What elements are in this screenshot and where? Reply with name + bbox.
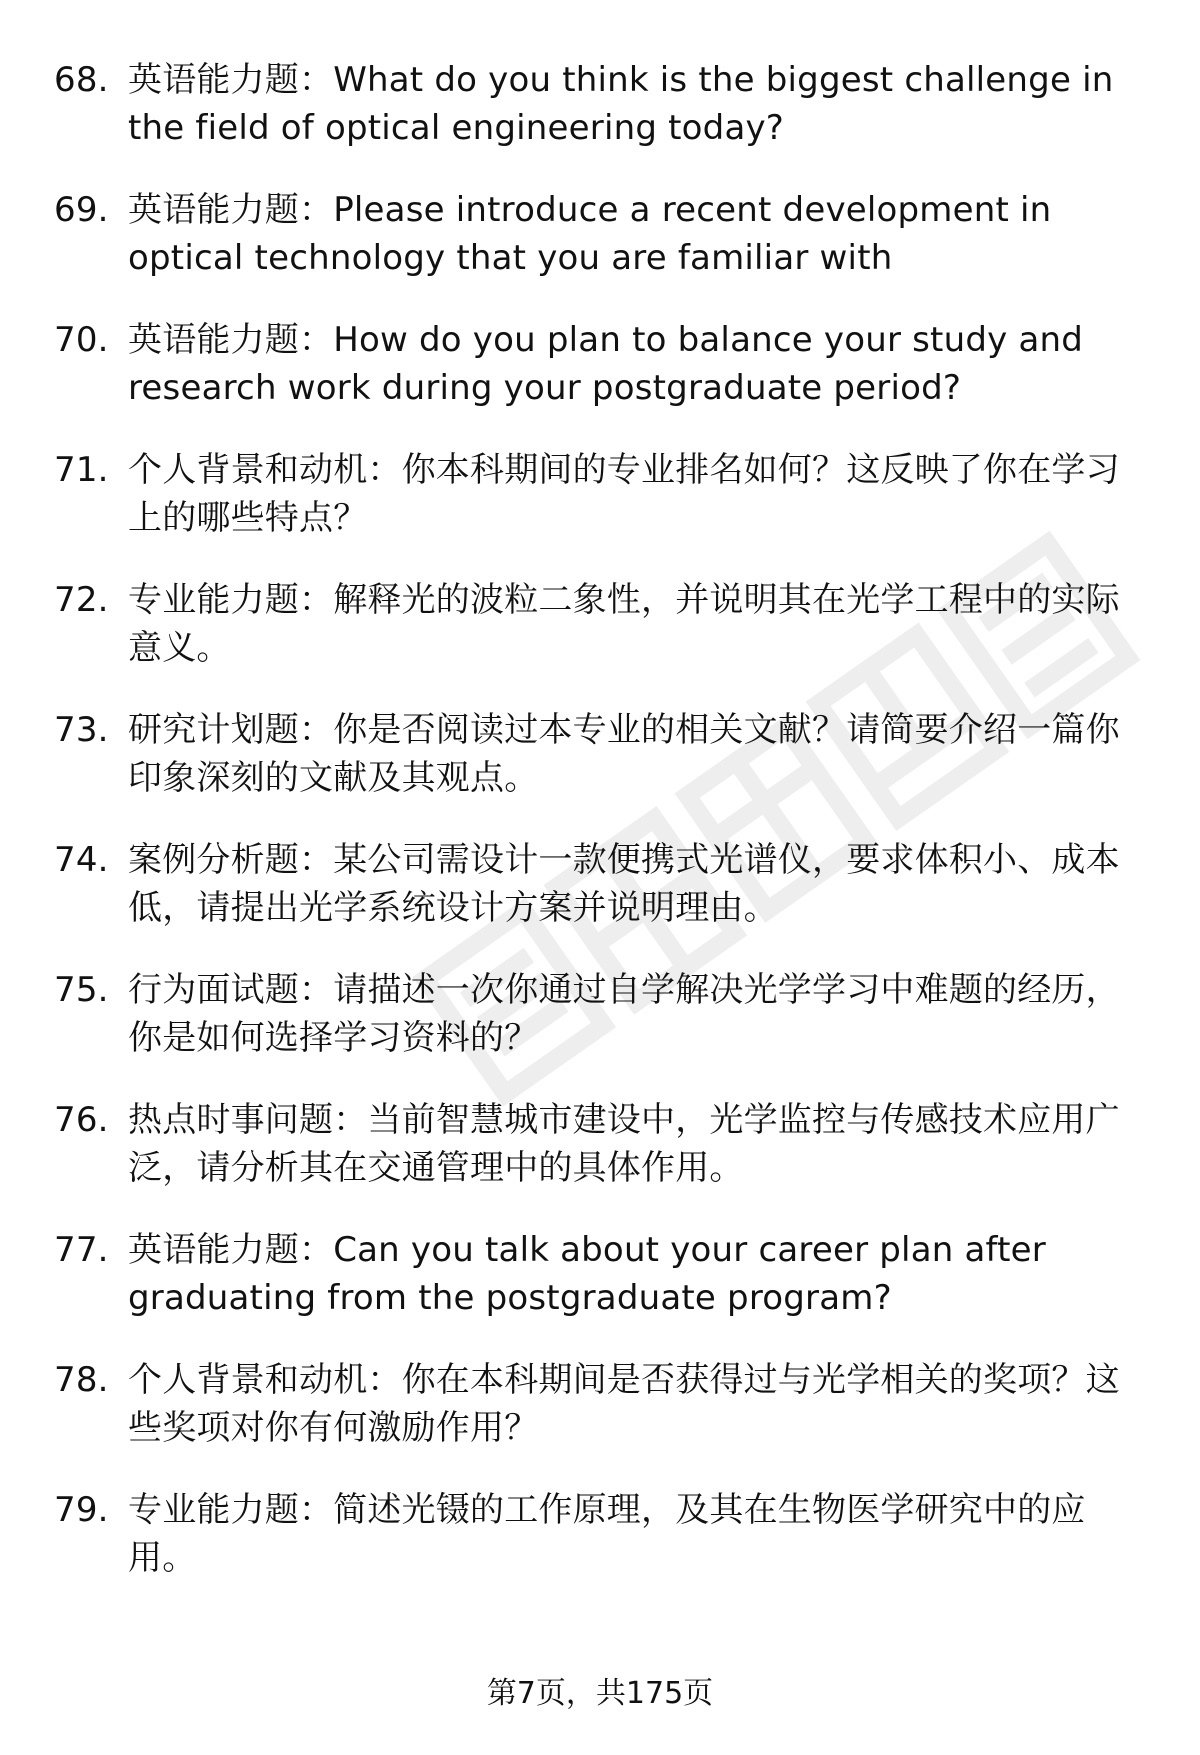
question-number: 74. [54,840,109,880]
question-text: 英语能力题：Can you talk about your career plan after graduating from the postgraduate program? [128,1230,1046,1318]
question-item [54,966,1144,1062]
question-number: 79. [54,1490,109,1530]
question-number: 75. [54,970,109,1010]
question-item [54,1356,1144,1452]
question-number: 76. [54,1100,109,1140]
question-text: 英语能力题：Please introduce a recent development in optical technology that you are familiar with [128,190,1052,278]
question-number: 71. [54,450,109,490]
question-item [54,446,1144,542]
question-text: 个人背景和动机：你在本科期间是否获得过与光学相关的奖项？这些奖项对你有何激励作用？ [128,1360,1120,1448]
question-text: 专业能力题：简述光镊的工作原理，及其在生物医学研究中的应用。 [128,1490,1086,1578]
question-item [54,316,1144,412]
question-text: 英语能力题：How do you plan to balance your study and research work during your postgraduate period? [128,320,1084,408]
page-indicator: 第7页，共175页 [486,1676,714,1711]
question-text: 案例分析题：某公司需设计一款便携式光谱仪，要求体积小、成本低，请提出光学系统设计方案并说明理由。 [128,840,1120,928]
question-item [54,1486,1144,1582]
question-number: 68. [54,60,109,100]
question-number: 70. [54,320,109,360]
question-item [54,576,1144,672]
question-number: 69. [54,190,109,230]
question-text: 专业能力题：解释光的波粒二象性，并说明其在光学工程中的实际意义。 [128,580,1120,668]
question-text: 研究计划题：你是否阅读过本专业的相关文献？请简要介绍一篇你印象深刻的文献及其观点。 [128,710,1120,798]
question-text: 行为面试题：请描述一次你通过自学解决光学学习中难题的经历，你是如何选择学习资料的？ [128,970,1120,1058]
question-text: 英语能力题：What do you think is the biggest challenge in the field of optical engineering today? [128,60,1114,148]
question-text: 热点时事问题：当前智慧城市建设中，光学监控与传感技术应用广泛，请分析其在交通管理中的具体作用。 [128,1100,1120,1188]
question-item [54,836,1144,932]
question-text: 个人背景和动机：你本科期间的专业排名如何？这反映了你在学习上的哪些特点？ [128,450,1120,538]
question-number: 72. [54,580,109,620]
question-list [54,56,1144,1616]
question-item [54,1096,1144,1192]
question-item [54,186,1144,282]
question-item [54,706,1144,802]
question-item [54,1226,1144,1322]
question-number: 78. [54,1360,109,1400]
question-number: 77. [54,1230,109,1270]
question-number: 73. [54,710,109,750]
question-item [54,56,1144,152]
